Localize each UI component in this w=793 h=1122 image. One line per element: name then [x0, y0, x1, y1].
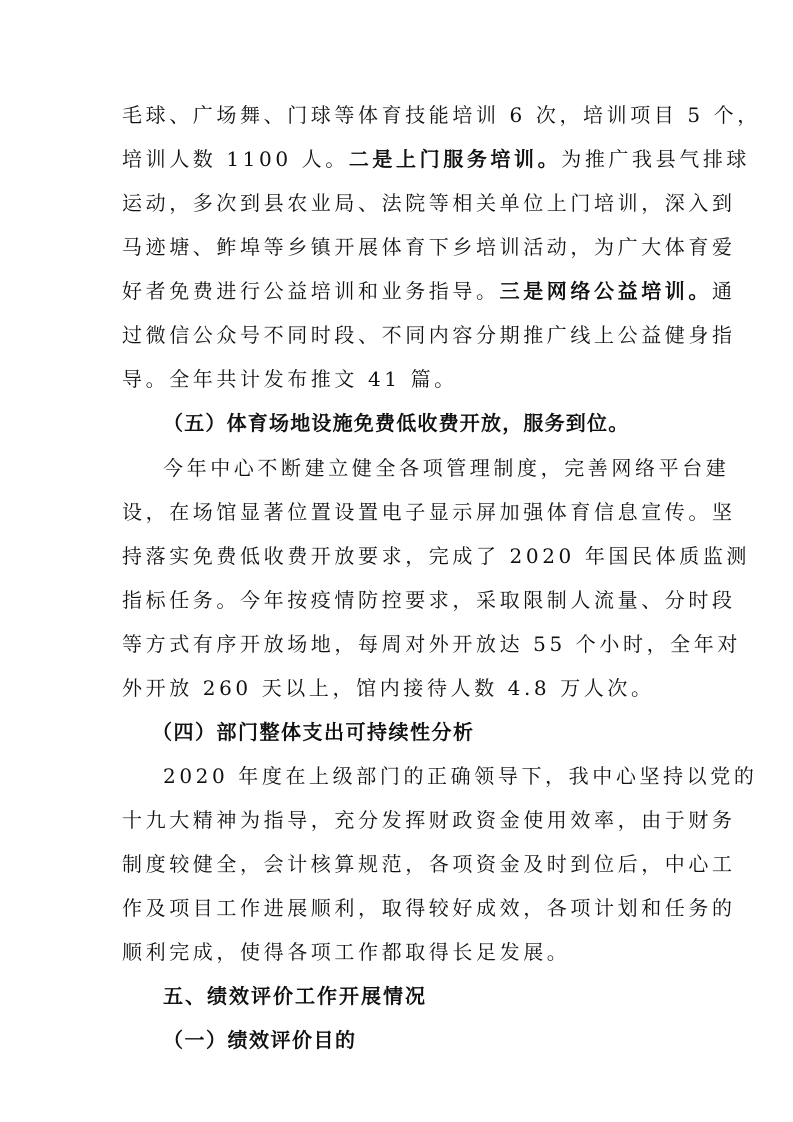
section-heading: （五）体育场地设施免费低收费开放，服务到位。: [163, 411, 630, 435]
sub-heading: （一）绩效评价目的: [163, 1028, 357, 1052]
body-text-line: 等方式有序开放场地，每周对外开放达 55 个小时，全年对: [122, 632, 741, 656]
body-text-line: [122, 277, 736, 305]
body-text: 培训人数 1100 人。: [122, 147, 349, 171]
section-heading: （四）部门整体支出可持续性分析: [152, 720, 475, 744]
body-text-line: 2020 年度在上级部门的正确领导下，我中心坚持以党的: [163, 764, 758, 788]
body-text: 通: [712, 279, 736, 303]
body-text-line: 十九大精神为指导，充分发挥财政资金使用效率，由于财务: [122, 808, 736, 832]
bold-emphasis-text: 三是网络公益培训。: [499, 279, 713, 303]
body-text-line: 持落实免费低收费开放要求，完成了 2020 年国民体质监测: [122, 544, 751, 568]
bold-emphasis-text: 二是上门服务培训。: [348, 147, 562, 171]
body-text-line: 运动，多次到县农业局、法院等相关单位上门培训，深入到: [122, 191, 736, 215]
body-text-line: 马迹塘、鲊埠等乡镇开展体育下乡培训活动，为广大体育爱: [122, 235, 736, 259]
body-text-line: 制度较健全，会计核算规范，各项资金及时到位后，中心工: [122, 852, 736, 876]
body-text-line: 毛球、广场舞、门球等体育技能培训 6 次，培训项目 5 个，: [122, 103, 761, 127]
section-title: 五、绩效评价工作开展情况: [163, 984, 427, 1008]
body-text-line: 导。全年共计发布推文 41 篇。: [122, 367, 458, 391]
body-text-line: 外开放 260 天以上，馆内接待人数 4.8 万人次。: [122, 676, 655, 700]
body-text: 为推广我县气排球: [561, 147, 751, 171]
body-text-line: 设，在场馆显著位置设置电子显示屏加强体育信息宣传。坚: [122, 500, 736, 524]
body-text-line: 作及项目工作进展顺利，取得较好成效，各项计划和任务的: [122, 896, 736, 920]
body-text-line: [122, 145, 751, 173]
body-text-line: 今年中心不断建立健全各项管理制度，完善网络平台建: [163, 456, 730, 480]
body-text-line: 顺利完成，使得各项工作都取得长足发展。: [122, 940, 571, 964]
body-text-line: 指标任务。今年按疫情防控要求，采取限制人流量、分时段: [122, 588, 736, 612]
body-text: 好者免费进行公益培训和业务指导。: [122, 279, 500, 303]
body-text-line: 过微信公众号不同时段、不同内容分期推广线上公益健身指: [122, 323, 736, 347]
